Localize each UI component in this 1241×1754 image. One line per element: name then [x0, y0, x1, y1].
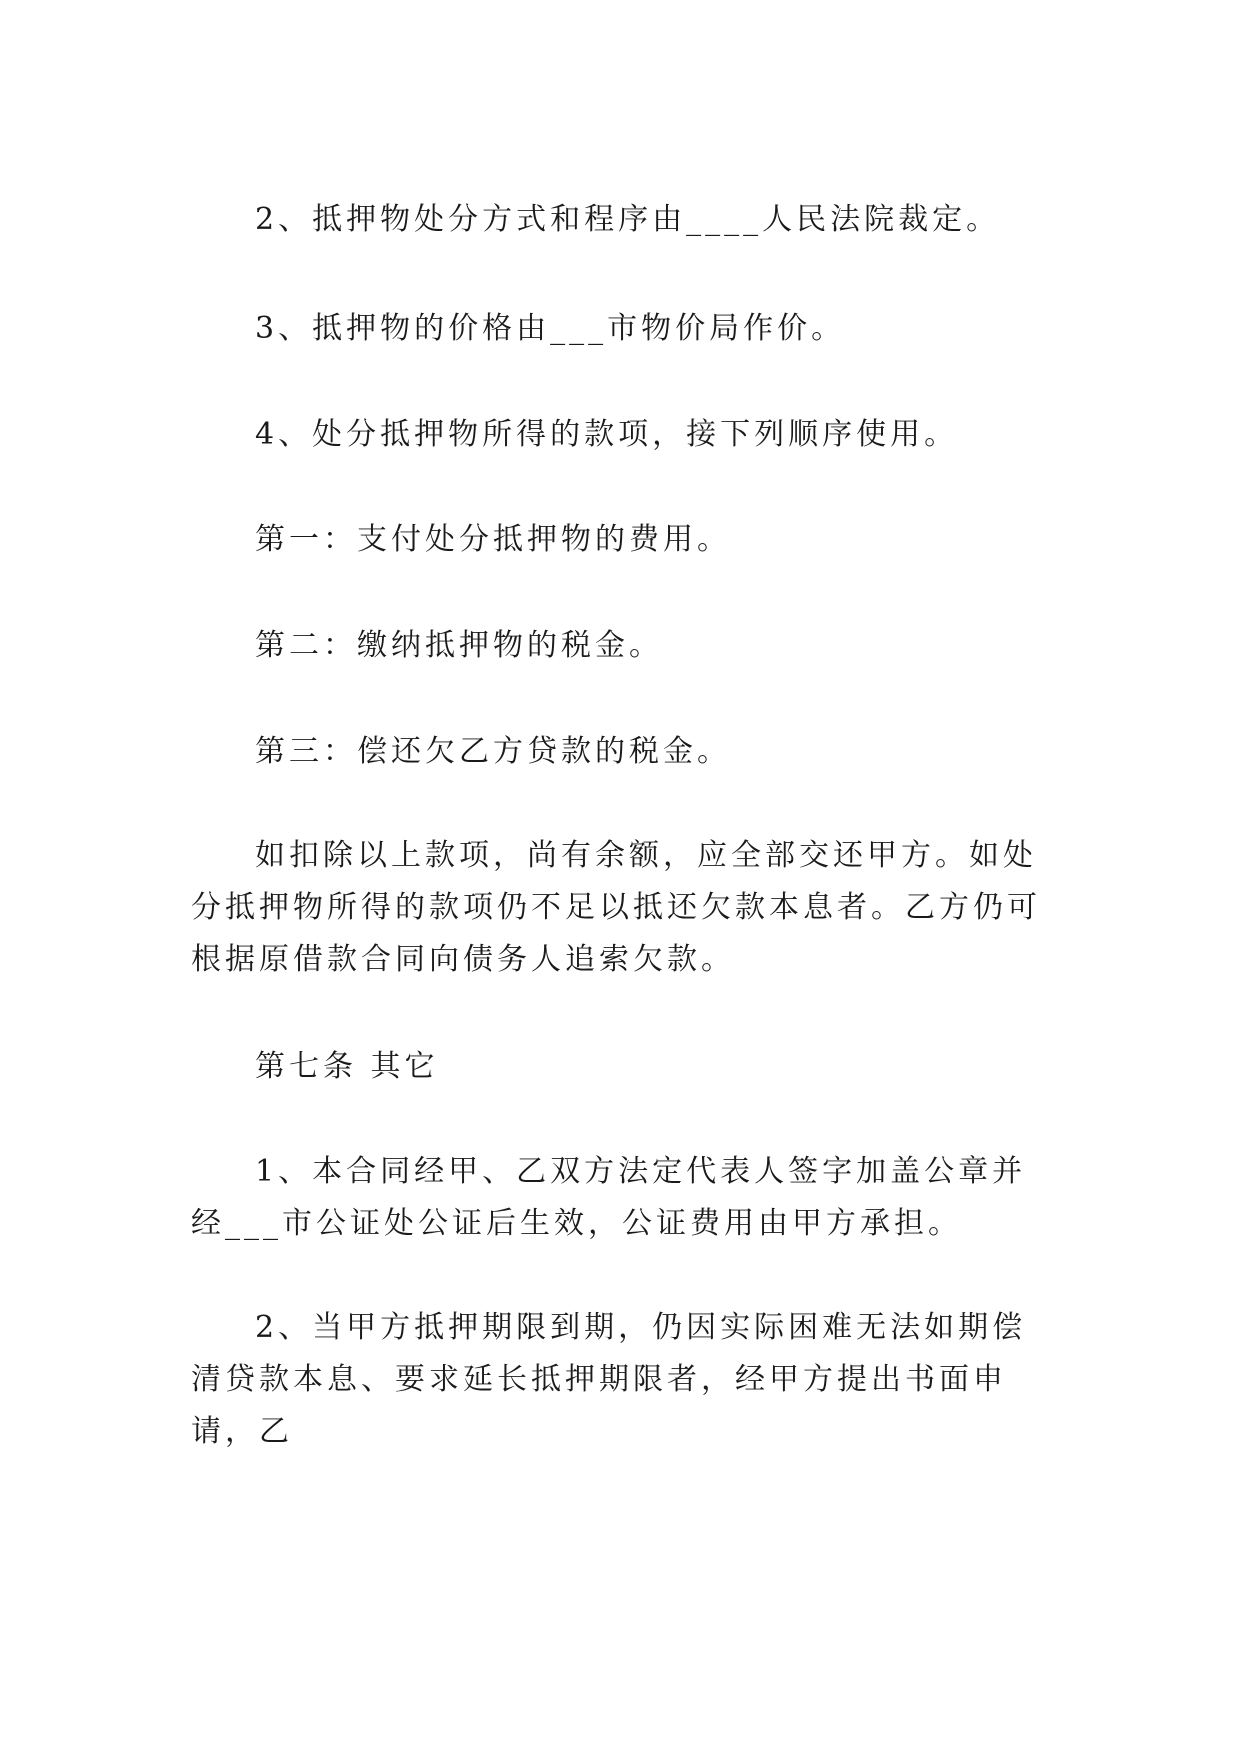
paragraph-second: 第二：缴纳抵押物的税金。	[255, 628, 663, 663]
paragraph-proceeds-order: 4、处分抵押物所得的款项，接下列顺序使用。	[255, 417, 959, 452]
section-heading-article-7: 第七条 其它	[255, 1049, 439, 1084]
paragraph-disposal-method: 2、抵押物处分方式和程序由____人民法院裁定。	[255, 202, 1001, 237]
paragraph-remaining-balance: 如扣除以上款项，尚有余额，应全部交还甲方。如处分抵押物所得的款项仍不足以抵还欠款本息者。乙方仍可根据原借款合同向债务人追索欠款。	[191, 838, 1041, 977]
paragraph-contract-effect: 1、本合同经甲、乙双方法定代表人签字加盖公章并经___市公证处公证后生效，公证费用由甲方承担。	[191, 1154, 1027, 1241]
paragraph-price-valuation: 3、抵押物的价格由___市物价局作价。	[255, 311, 846, 346]
paragraph-extension-request: 2、当甲方抵押期限到期，仍因实际困难无法如期偿清贷款本息、要求延长抵押期限者，经甲方提出书面申请，乙	[191, 1310, 1027, 1449]
paragraph-third: 第三：偿还欠乙方贷款的税金。	[255, 734, 731, 769]
paragraph-first: 第一：支付处分抵押物的费用。	[255, 522, 731, 557]
